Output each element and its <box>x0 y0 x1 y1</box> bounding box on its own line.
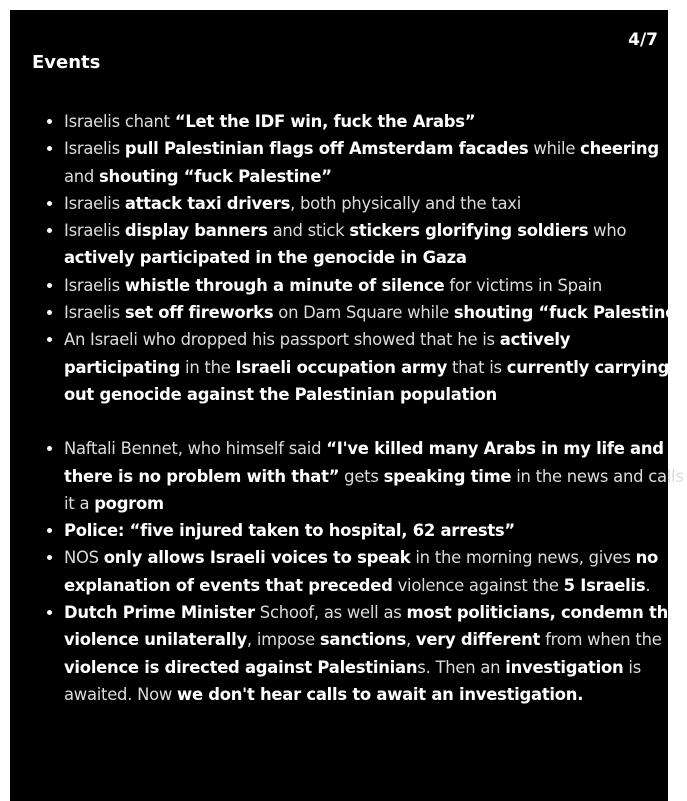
event-item <box>64 599 687 708</box>
emphasized-text: cheering <box>580 139 659 159</box>
emphasized-text: currently carrying out genocide against the Palestinian population <box>64 357 670 404</box>
page-indicator: 4/7 <box>628 30 658 50</box>
section-title: Events <box>32 52 101 73</box>
emphasized-text: pogrom <box>94 493 164 513</box>
emphasized-text: Police: “five injured taken to hospital, 62 arrests” <box>64 521 515 541</box>
event-text: while <box>528 139 581 159</box>
event-text: Israelis chant <box>64 112 175 131</box>
event-item <box>64 435 687 517</box>
event-text: . <box>645 575 651 595</box>
event-text: and <box>64 166 100 186</box>
event-item <box>64 517 687 544</box>
emphasized-text: shouting “fuck Palestine” <box>453 303 687 323</box>
event-item <box>64 299 687 326</box>
event-text: An Israeli who dropped his passport showed that he is <box>64 330 500 350</box>
emphasized-text: no explanation of events that preceded <box>64 548 659 595</box>
emphasized-text: 5 Israelis <box>563 575 646 595</box>
emphasized-text: pull Palestinian flags off Amsterdam facades <box>124 139 529 159</box>
event-text: Israelis <box>64 221 125 241</box>
event-text: in the <box>180 357 236 377</box>
event-text: from when the <box>540 630 662 650</box>
event-text: Israelis <box>64 193 125 213</box>
event-text: gets <box>339 466 384 486</box>
emphasized-text: “Let the IDF win, fuck the Arabs” <box>174 112 476 131</box>
emphasized-text: attack taxi drivers <box>124 193 291 213</box>
event-text: and stick <box>267 221 350 241</box>
emphasized-text: only allows Israeli voices to speak <box>103 548 411 568</box>
event-text: in the morning news, gives <box>410 548 636 568</box>
event-item <box>64 190 687 217</box>
slide-card <box>10 10 687 801</box>
emphasized-text: speaking time <box>383 466 512 486</box>
event-text: that is <box>447 357 507 377</box>
event-text: NOS <box>64 548 104 568</box>
emphasized-text: whistle through a minute of silence <box>124 275 445 295</box>
event-text: Israelis <box>64 139 125 159</box>
emphasized-text: investigation <box>505 657 624 677</box>
emphasized-text: most politicians, condemn the violence unilaterally <box>64 603 679 650</box>
event-text: in the news and calls it a <box>64 466 684 513</box>
event-item <box>64 135 687 190</box>
event-item <box>64 272 687 299</box>
event-text: who <box>588 221 627 241</box>
emphasized-text: display banners <box>124 221 268 241</box>
emphasized-text: actively participating <box>64 330 571 377</box>
emphasized-text: sanctions <box>319 630 406 650</box>
event-text: on Dam Square while <box>273 303 454 323</box>
event-item <box>64 544 687 599</box>
emphasized-text: stickers glorifying soldiers <box>349 221 589 241</box>
emphasized-text: set off fireworks <box>124 303 274 323</box>
emphasized-text: Dutch Prime Minister <box>64 603 255 623</box>
event-item <box>64 217 687 272</box>
event-text: Naftali Bennet, who himself said <box>64 439 327 459</box>
emphasized-text: violence is directed against Palestinian <box>64 657 418 677</box>
emphasized-text: shouting “fuck Palestine” <box>99 166 332 186</box>
event-text: s. Then an <box>417 657 506 677</box>
events-list <box>40 108 687 708</box>
event-text: violence against the <box>392 575 564 595</box>
emphasized-text: very different <box>415 630 541 650</box>
event-item <box>64 108 687 135</box>
event-text: Schoof, as well as <box>254 603 407 623</box>
event-text: , impose <box>246 630 320 650</box>
emphasized-text: Israeli occupation army <box>235 357 448 377</box>
event-text: Israelis <box>64 275 125 295</box>
event-text: is awaited. Now <box>64 657 642 704</box>
event-text: , <box>405 630 416 650</box>
event-item <box>64 326 687 408</box>
emphasized-text: actively participated in the genocide in Gaza <box>64 248 467 268</box>
event-text: , both physically and the taxi <box>290 193 522 213</box>
event-text: Israelis <box>64 303 125 323</box>
emphasized-text: we don't hear calls to await an investigation. <box>177 684 584 704</box>
event-text: for victims in Spain <box>444 275 602 295</box>
emphasized-text: “I've killed many Arabs in my life and there is no problem with that” <box>64 439 664 486</box>
